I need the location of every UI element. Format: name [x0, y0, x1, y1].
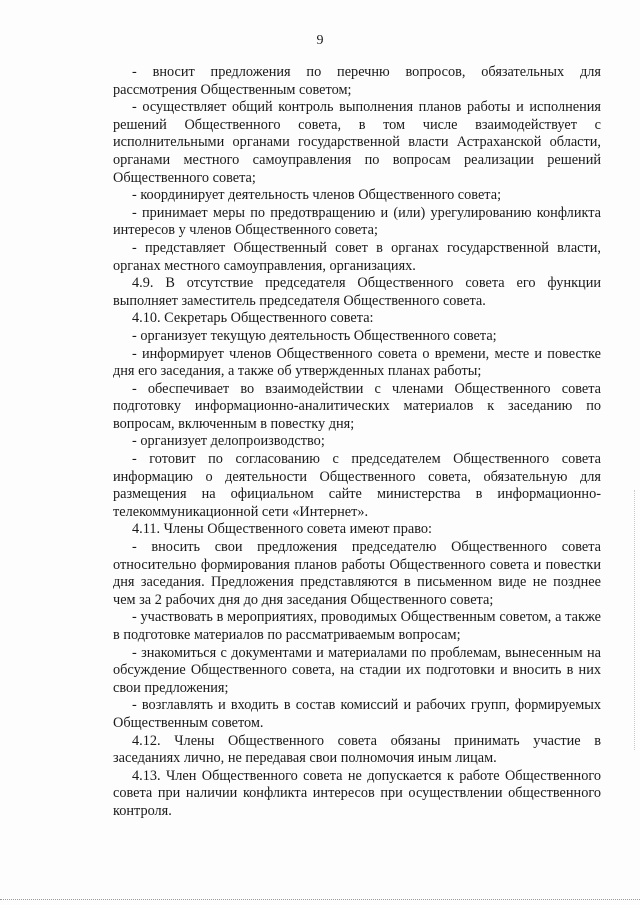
- paragraph: - вносить свои предложения председателю Общественного совета относительно формирования планов работы Общественного совета и повестки дня заседания. Предложения представляются в письменном виде не позднее чем за 2 рабочих дня до дня заседания Общественного совета;: [113, 539, 601, 608]
- paragraph: - информирует членов Общественного совета о времени, месте и повестке дня его заседания, а также об утвержденных планах работы;: [113, 345, 601, 380]
- paragraph: - организует текущую деятельность Общественного совета;: [132, 327, 497, 344]
- paragraph: - вносит предложения по перечню вопросов, обязательных для рассмотрения Общественным советом;: [113, 64, 601, 98]
- paragraph: - готовит по согласованию с председателем Общественного совета информацию о деятельности Общественного совета, обязательную для размещения на официальном сайте министерства в информационно-телекоммуникационной сети «Интернет».: [113, 451, 601, 520]
- paragraph: - возглавлять и входить в состав комиссий и рабочих групп, формируемых Общественным советом.: [113, 697, 601, 731]
- paragraph: 4.13. Член Общественного совета не допускается к работе Общественного совета при наличии конфликта интересов при осуществлении общественного контроля.: [113, 767, 601, 819]
- page-number: 9: [316, 33, 324, 48]
- page-bottom-edge: [0, 899, 640, 900]
- paragraph: - обеспечивает во взаимодействии с членами Общественного совета подготовку информационно-аналитических материалов к заседанию по вопросам, включенным в повестку дня;: [113, 380, 601, 432]
- paragraph: 4.11. Члены Общественного совета имеют право:: [132, 521, 432, 538]
- paragraph: 4.10. Секретарь Общественного совета:: [132, 310, 374, 327]
- paragraph: - знакомиться с документами и материалами по проблемам, вынесенным на обсуждение Общественного совета, на стадии их подготовки и вносить в них свои предложения;: [113, 644, 601, 696]
- document-body: [113, 64, 601, 821]
- paragraph: - организует делопроизводство;: [132, 433, 325, 450]
- paragraph: - координирует деятельность членов Общественного совета;: [132, 187, 502, 204]
- scan-margin-mark: [634, 490, 637, 750]
- paragraph: - представляет Общественный совет в органах государственной власти, органах местного самоуправления, организациях.: [113, 239, 601, 274]
- paragraph: 4.12. Члены Общественного совета обязаны принимать участие в заседаниях лично, не передавая свои полномочия иным лицам.: [113, 732, 601, 767]
- paragraph: 4.9. В отсутствие председателя Общественного совета его функции выполняет заместитель председателя Общественного совета.: [113, 275, 601, 309]
- paragraph: - принимает меры по предотвращению и (или) урегулированию конфликта интересов у членов Общественного совета;: [113, 204, 601, 239]
- paragraph: - осуществляет общий контроль выполнения планов работы и исполнения решений Общественного совета, в том числе взаимодействует с исполнительными органами государственной власти Астраханской области, органами местного самоуправления по вопросам реализации решений Общественного совета;: [113, 99, 601, 186]
- paragraph: - участвовать в мероприятиях, проводимых Общественным советом, а также в подготовке материалов по рассматриваемым вопросам;: [113, 609, 601, 643]
